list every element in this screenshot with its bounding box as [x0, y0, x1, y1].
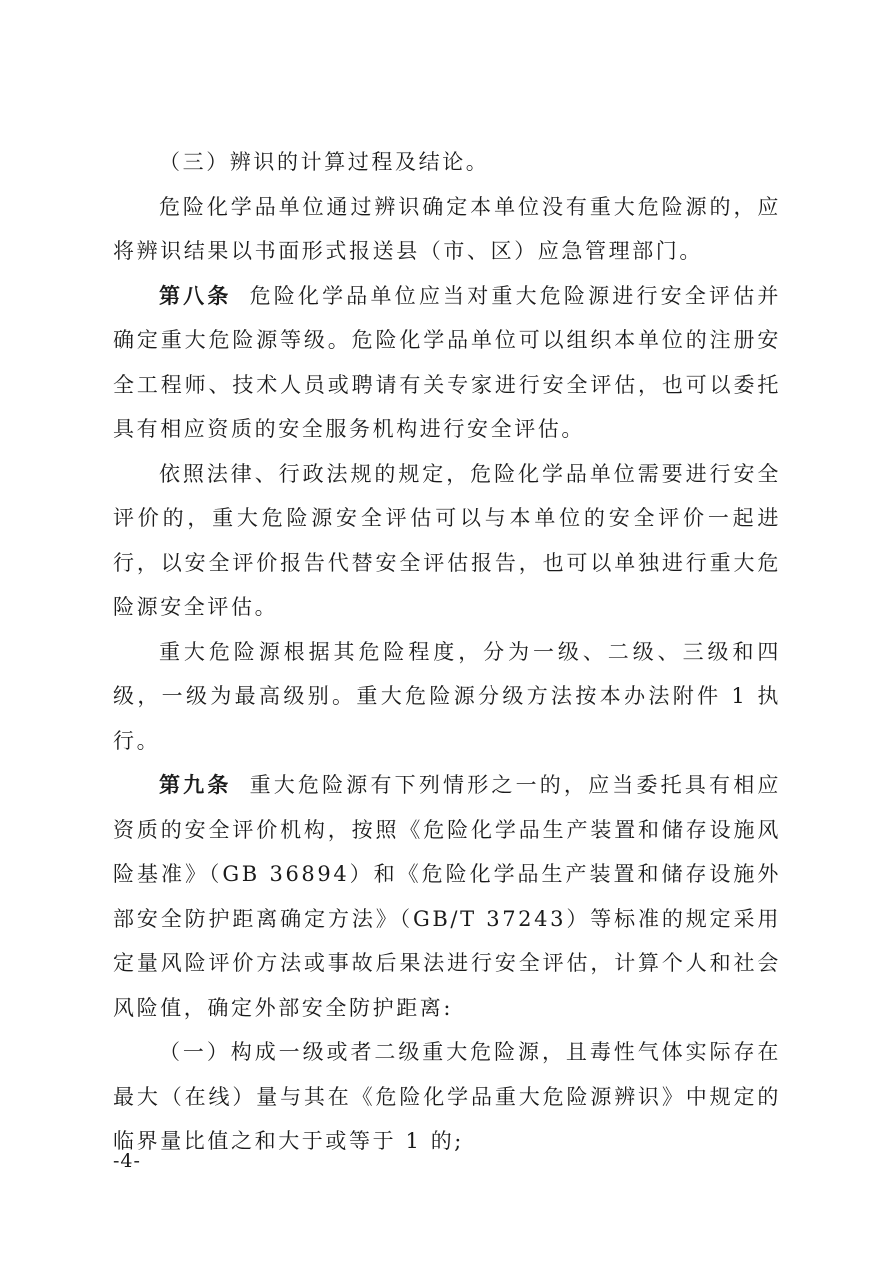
page-number: -4-	[113, 1150, 141, 1172]
paragraph-text: 危险化学品单位应当对重大危险源进行安全评估并确定重大危险源等级。危险化学品单位可以组织本单位的注册安全工程师、技术人员或聘请有关专家进行安全评估，也可以委托具有相应资质的安全服务机构进行安全评估。	[113, 283, 781, 441]
paragraph-text: （三）辨识的计算过程及结论。	[159, 150, 490, 174]
document-body	[113, 140, 781, 1164]
paragraph-text: 重大危险源有下列情形之一的，应当委托具有相应资质的安全评价机构，按照《危险化学品生产装置和储存设施风险基准》（GB 36894）和《危险化学品生产装置和储存设施外部安全防护距离确定方法》（GB/T 37243）等标准的规定采用定量风险评价方法或事故后果法进行安全评估，计算个人和社会风险值，确定外部安全防护距离:	[113, 773, 781, 1020]
paragraph-article-9	[113, 763, 781, 1030]
paragraph-item-3	[113, 140, 781, 185]
paragraph-article-8	[113, 274, 781, 452]
paragraph-text: 重大危险源根据其危险程度，分为一级、二级、三级和四级，一级为最高级别。重大危险源分级方法按本办法附件 1 执行。	[113, 639, 781, 753]
paragraph-grading	[113, 630, 781, 764]
paragraph-text: 危险化学品单位通过辨识确定本单位没有重大危险源的，应将辨识结果以书面形式报送县（市、区）应急管理部门。	[113, 194, 781, 263]
paragraph-text: 依照法律、行政法规的规定，危险化学品单位需要进行安全评价的，重大危险源安全评估可以与本单位的安全评价一起进行，以安全评价报告代替安全评估报告，也可以单独进行重大危险源安全评估。	[113, 461, 781, 619]
paragraph-text: （一）构成一级或者二级重大危险源，且毒性气体实际存在最大（在线）量与其在《危险化学品重大危险源辨识》中规定的临界量比值之和大于或等于 1 的;	[113, 1040, 781, 1153]
paragraph-item-1	[113, 1030, 781, 1164]
paragraph-report-result	[113, 185, 781, 274]
article-number: 第八条	[159, 283, 232, 308]
paragraph-safety-evaluation	[113, 452, 781, 630]
article-number: 第九条	[159, 773, 232, 797]
